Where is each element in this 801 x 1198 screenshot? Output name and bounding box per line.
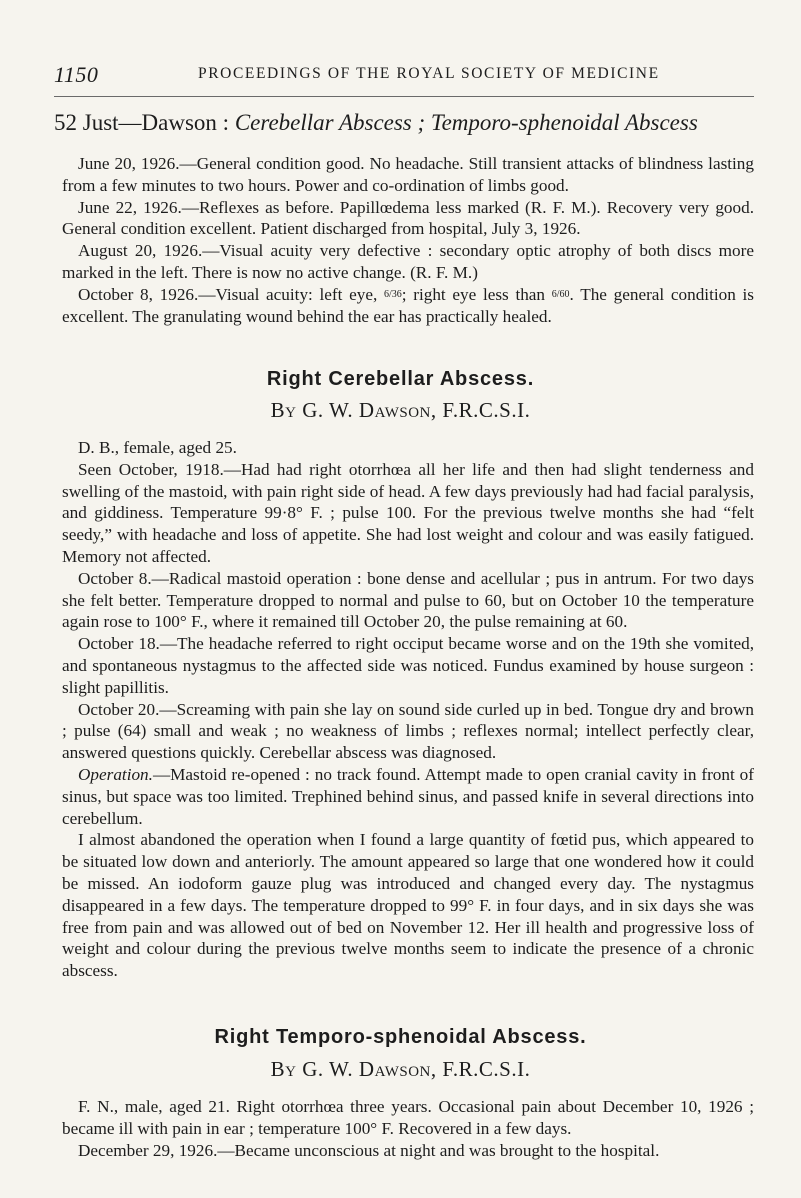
paragraph: D. B., female, aged 25. xyxy=(78,438,237,457)
paragraph: October 20.—Screaming with pain she lay on sound side curled up in bed. Tongue dry and brown ; pulse (64) small and weak ; no weakness of limbs ; reflexes normal; intellect perfectly clear, answered questions quickly. Cerebellar abscess was diagnosed. xyxy=(62,699,754,763)
article-heading: Right Cerebellar Abscess. xyxy=(266,368,535,390)
paragraph: I almost abandoned the operation when I found a large quantity of fœtid pus, which appeared to be situated low down and anteriorly. The amount appeared so large that one wondered how it could be missed. An iodoform gauze plug was introduced and changed every day. The nystagmus disappeared in a few days. The temperature dropped to 99° F. in four days, and in six days she was free from pain and was allowed out of bed on November 12. Her ill health and progressive loss of weight and colour during the previous twelve months seem to indicate the presence of a chronic abscess. xyxy=(62,830,754,981)
header-rule xyxy=(54,96,754,97)
page-number: 1150 xyxy=(54,62,99,87)
section-subject: Cerebellar Abscess ; Temporo-sphenoidal Abscess xyxy=(234,110,698,135)
paragraph: Seen October, 1918.—Had had right otorrhœa all her life and then had slight tenderness and swelling of the mastoid, with pain right side of head. A few days previously had had facial paralysis, and giddiness. Temperature 99·8° F. ; pulse 100. For the previous twelve months she had “felt seedy,” with headache and loss of appetite. She had lost weight and colour and was easily fatigued. Memory not affected. xyxy=(62,459,754,566)
article-byline xyxy=(0,398,801,423)
section-authors: Just—Dawson : xyxy=(82,110,230,135)
journal-title: PROCEEDINGS OF THE ROYAL SOCIETY OF MEDICINE xyxy=(198,65,660,82)
paragraph: October 8.—Radical mastoid operation : bone dense and acellular ; pus in antrum. For two days she felt better. Temperature dropped to normal and pulse to 60, but on October 10 the temperature again rose to 100° F., where it remained till October 20, the pulse remaining at 60. xyxy=(62,568,754,632)
article-byline xyxy=(0,1057,801,1082)
paragraph xyxy=(62,764,754,829)
paragraph: F. N., male, aged 21. Right otorrhœa three years. Occasional pain about December 10, 1926 ; became ill with pain in ear ; temperature 100° F. Recovered in a few days. xyxy=(62,1097,754,1138)
fraction: 6/36 xyxy=(383,288,402,300)
text-run: October 8, 1926.—Visual acuity: left eye, xyxy=(78,284,378,304)
article-body xyxy=(62,1096,754,1161)
section-number: 52 xyxy=(54,110,77,135)
article-heading: Right Temporo-sphenoidal Abscess. xyxy=(214,1026,587,1048)
section-title xyxy=(54,110,754,136)
fraction: 6/60 xyxy=(551,288,570,300)
text-run: ; right eye less than xyxy=(401,284,546,304)
running-header xyxy=(54,62,754,86)
paragraph xyxy=(62,284,754,328)
text-run: —Mastoid re-opened : no track found. Attempt made to open cranial cavity in front of sinus, but space was too limited. Trephined behind sinus, and passed knife in several directions into cerebellum. xyxy=(62,764,754,828)
operation-label: Operation. xyxy=(78,764,153,784)
byline-text: By G. W. Dawson, F.R.C.S.I. xyxy=(270,1057,531,1081)
case-continuation xyxy=(62,153,754,327)
paragraph: August 20, 1926.—Visual acuity very defective : secondary optic atrophy of both discs more marked in the left. There is now no active change. (R. F. M.) xyxy=(62,241,754,282)
paragraph: June 22, 1926.—Reflexes as before. Papillœdema less marked (R. F. M.). Recovery very good. General condition excellent. Patient discharged from hospital, July 3, 1926. xyxy=(62,197,754,239)
article-body xyxy=(62,437,754,982)
paragraph: June 20, 1926.—General condition good. No headache. Still transient attacks of blindness lasting from a few minutes to two hours. Power and co-ordination of limbs good. xyxy=(62,154,754,195)
paragraph: October 18.—The headache referred to right occiput became worse and on the 19th she vomited, and spontaneous nystagmus to the affected side was noticed. Fundus examined by house surgeon : slight papillitis. xyxy=(62,634,754,697)
text-run: . The general condition is excellent. The granulating wound behind the ear has practically healed. xyxy=(62,284,754,326)
paragraph: December 29, 1926.—Became unconscious at night and was brought to the hospital. xyxy=(78,1140,660,1160)
byline-text: By G. W. Dawson, F.R.C.S.I. xyxy=(270,398,531,422)
